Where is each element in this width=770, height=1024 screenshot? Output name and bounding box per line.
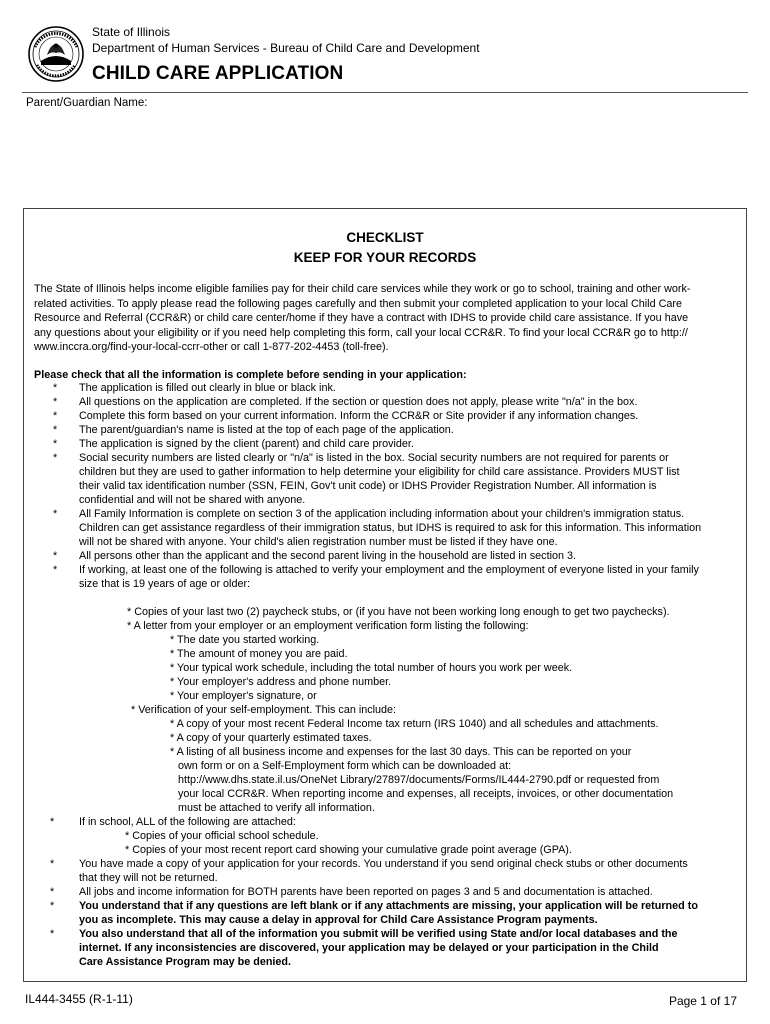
- checklist-line: Please check that all the information is complete before sending in your application:: [34, 369, 467, 381]
- checklist-line: Social security numbers are listed clearly or "n/a" is listed in the box. Social security numbers are not required for parents or: [79, 452, 669, 464]
- checklist-line: All questions on the application are completed. If the section or question does not apply, please write "n/a" in the box.: [79, 396, 638, 408]
- checklist-line: * The amount of money you are paid.: [170, 648, 348, 660]
- checklist-line: will not be shared with anyone. Your child's alien registration number must be listed if they have one.: [79, 536, 558, 548]
- intro-line: any questions about your eligibility or if you need help completing this form, call your local CCR&R. To find your local CCR&R go to http://: [34, 326, 688, 339]
- checklist-line: * Copies of your most recent report card showing your cumulative grade point average (GPA).: [125, 844, 572, 856]
- checklist-line: confidential and will not be shared with anyone.: [79, 494, 306, 506]
- checklist-line: You have made a copy of your application for your records. You understand if you send original check stubs or other documents: [79, 858, 688, 870]
- bullet-icon: *: [50, 900, 55, 912]
- checklist-line: You understand that if any questions are left blank or if any attachments are missing, your application will be returned to: [79, 900, 698, 912]
- checklist-line: must be attached to verify all information.: [178, 802, 375, 814]
- bullet-icon: *: [53, 438, 58, 450]
- checklist-line: The application is signed by the client (parent) and child care provider.: [79, 438, 414, 450]
- checklist-line: * Your typical work schedule, including the total number of hours you work per week.: [170, 662, 573, 674]
- checklist-line: All persons other than the applicant and the second parent living in the household are listed in section 3.: [79, 550, 576, 562]
- bullet-icon: *: [50, 886, 55, 898]
- checklist-line: * The date you started working.: [170, 634, 320, 646]
- bullet-icon: *: [53, 550, 58, 562]
- checklist-line: You also understand that all of the information you submit will be verified using State and/or local databases and the: [79, 928, 678, 940]
- checklist-line: your local CCR&R. When reporting income and expenses, all receipts, invoices, or other documentation: [178, 788, 674, 800]
- checklist-line: * Verification of your self-employment. This can include:: [131, 704, 397, 716]
- checklist-line: that they will not be returned.: [79, 872, 218, 884]
- bullet-icon: *: [53, 410, 58, 422]
- checklist-line: children but they are used to gather information to help determine your eligibility for child care assistance. Providers MUST list: [79, 466, 680, 478]
- checklist-line: * Your employer's signature, or: [170, 690, 317, 702]
- bullet-icon: *: [53, 396, 58, 408]
- checklist-line: The parent/guardian's name is listed at the top of each page of the application.: [79, 424, 454, 436]
- checklist-line: internet. If any inconsistencies are discovered, your application may be delayed or your participation in the Child: [79, 942, 659, 954]
- checklist-line: If working, at least one of the following is attached to verify your employment and the employment of everyone listed in your family: [79, 564, 699, 576]
- checklist-line: Complete this form based on your current information. Inform the CCR&R or Site provider if any information changes.: [79, 410, 639, 422]
- intro-line: Resource and Referral (CCR&R) or child care center/home if they have a contract with IDHS to provide child care assistance. If you have: [34, 312, 689, 324]
- checklist-line: their valid tax identification number (SSN, FEIN, Gov't unit code) or IDHS Provider Registration Number. All information is: [79, 480, 657, 492]
- form-number: IL444-3455 (R-1-11): [25, 992, 133, 1006]
- checklist-subheading: KEEP FOR YOUR RECORDS: [293, 250, 477, 265]
- bullet-icon: *: [50, 816, 55, 828]
- checklist-line: Care Assistance Program may be denied.: [79, 956, 292, 968]
- checklist-line: All Family Information is complete on section 3 of the application including information about your children's immigration status.: [79, 508, 685, 520]
- checklist-line: * Your employer's address and phone number.: [170, 676, 392, 688]
- intro-line: related activities. To apply please read the following pages carefully and then submit your completed application to your local Child Care: [34, 297, 682, 310]
- checklist-line: size that is 19 years of age or older:: [79, 578, 251, 590]
- checklist-line: http://www.dhs.state.il.us/OneNet Library/27897/documents/Forms/IL444-2790.pdf or requested from: [178, 774, 660, 786]
- checklist-line: * A copy of your most recent Federal Income tax return (IRS 1040) and all schedules and attachments.: [170, 718, 659, 730]
- checklist-line: own form or on a Self-Employment form which can be downloaded at:: [178, 760, 512, 772]
- bullet-icon: *: [50, 928, 55, 940]
- bullet-icon: *: [50, 858, 55, 870]
- intro-line: The State of Illinois helps income eligible families pay for their child care services while they work or go to school, training and other work-: [34, 283, 691, 295]
- checklist-line: All jobs and income information for BOTH parents have been reported on pages 3 and 5 and documentation is attached.: [79, 886, 653, 898]
- header-state: State of Illinois: [92, 25, 171, 39]
- checklist-line: Children can get assistance regardless of their immigration status, but IDHS is required to ask for this information. This information: [79, 522, 702, 534]
- checklist-line: * A letter from your employer or an employment verification form listing the following:: [127, 620, 529, 632]
- checklist-line: If in school, ALL of the following are attached:: [79, 816, 296, 828]
- intro-line: www.inccra.org/find-your-local-ccrr-other or call 1-877-202-4453 (toll-free).: [34, 341, 389, 353]
- checklist-line: * A listing of all business income and expenses for the last 30 days. This can be reported on your: [170, 746, 632, 758]
- bullet-icon: *: [53, 382, 58, 394]
- checklist-line: * A copy of your quarterly estimated taxes.: [170, 732, 372, 744]
- page-title: CHILD CARE APPLICATION: [92, 63, 344, 84]
- parent-guardian-name-label: Parent/Guardian Name:: [26, 97, 148, 109]
- checklist-heading: CHECKLIST: [346, 230, 424, 245]
- bullet-icon: *: [53, 452, 58, 464]
- checklist-line: The application is filled out clearly in blue or black ink.: [79, 382, 336, 394]
- bullet-icon: *: [53, 564, 58, 576]
- header-department: Department of Human Services - Bureau of Child Care and Development: [92, 41, 480, 55]
- page-number: Page 1 of 17: [668, 994, 737, 1008]
- checklist-line: you as incomplete. This may cause a delay in approval for Child Care Assistance Program payments.: [79, 914, 598, 926]
- bullet-icon: *: [53, 424, 58, 436]
- checklist-line: * Copies of your official school schedule.: [125, 830, 319, 842]
- checklist-line: * Copies of your last two (2) paycheck stubs, or (if you have not been working long enough to get two paychecks).: [127, 606, 670, 618]
- bullet-icon: *: [53, 508, 58, 520]
